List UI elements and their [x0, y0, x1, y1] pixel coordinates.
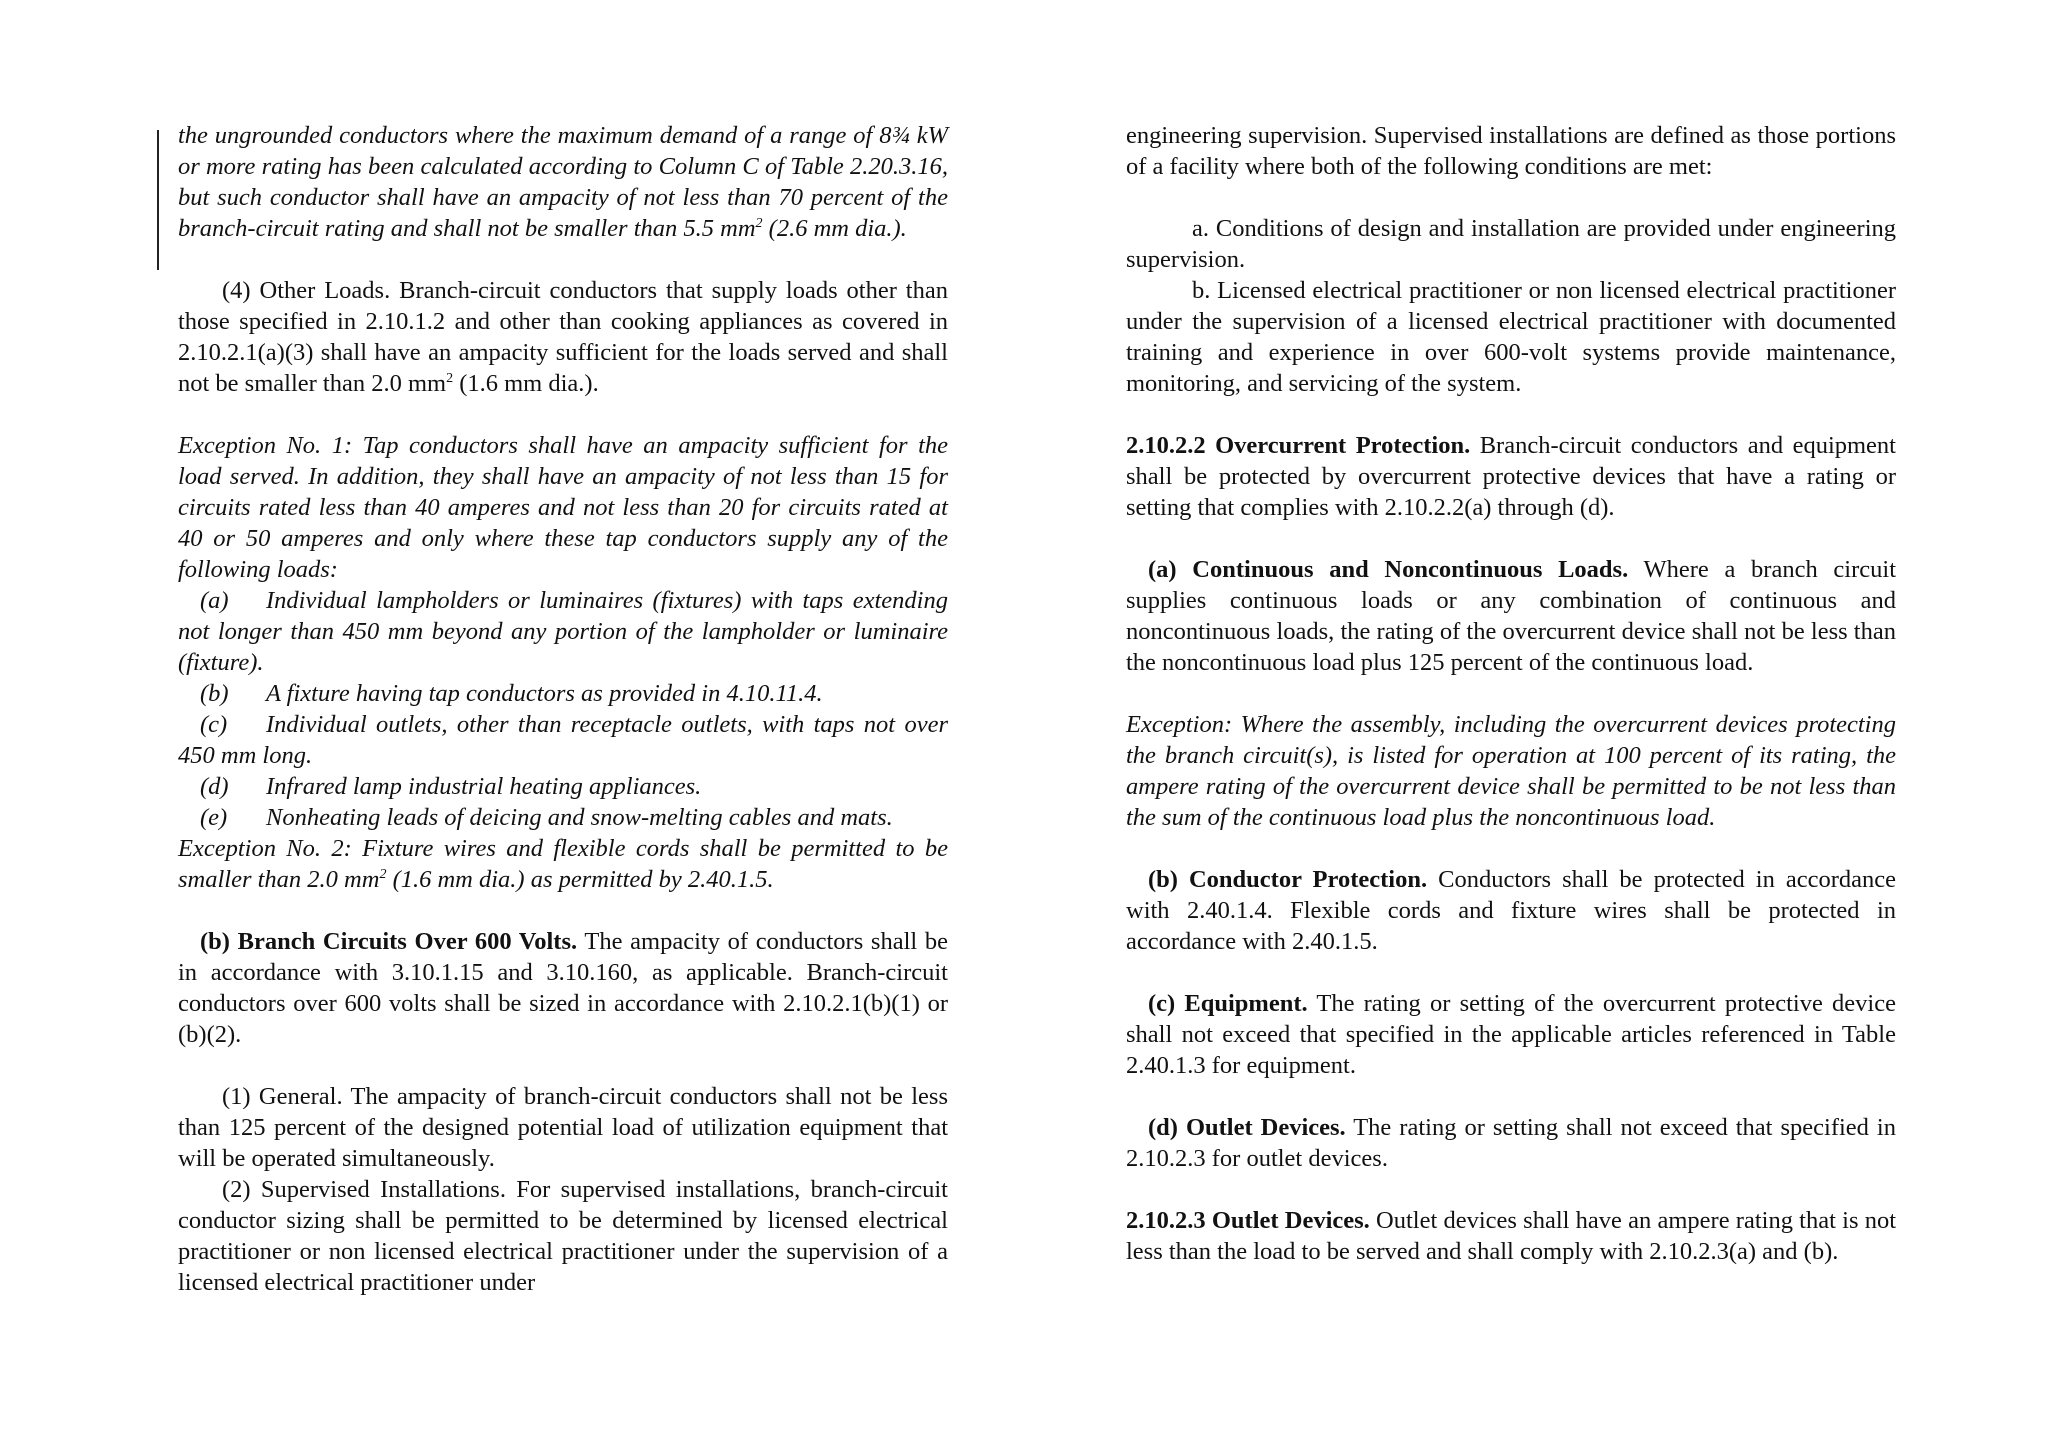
- list-item: [178, 678, 948, 709]
- list-item-text: Individual outlets, other than receptacle outlets, with taps not over 450 mm long.: [178, 711, 948, 769]
- engineering-supervision-paragraph: engineering supervision. Supervised installations are defined as those portions of a facility where both of the following conditions are met:: [1126, 122, 1896, 180]
- outlet-devices-paragraph: [1126, 1112, 1896, 1174]
- general-paragraph: (1) General. The ampacity of branch-circuit conductors shall not be less than 125 percent of the designed potential load of utilization equipment that will be operated simultaneously.: [178, 1083, 948, 1172]
- section-heading: (b) Conductor Protection.: [1148, 866, 1428, 893]
- exception-1-list: [178, 585, 948, 833]
- section-heading: (d) Outlet Devices.: [1148, 1114, 1346, 1141]
- paragraph-text: Conductors shall be protected in accordance with 2.40.1.4. Flexible cords and fixture wires shall be protected in accordance with 2.40.1.5.: [1126, 866, 1897, 955]
- section-heading: 2.10.2.3 Outlet Devices.: [1126, 1207, 1370, 1234]
- continuous-loads-paragraph: [1126, 554, 1896, 678]
- list-item-text: A fixture having tap conductors as provided in 4.10.11.4.: [266, 680, 823, 707]
- conductor-protection-paragraph: [1126, 864, 1896, 957]
- list-item-letter: (c): [200, 711, 228, 738]
- right-column: [1126, 120, 1896, 1267]
- paragraph-text-tail: (2.6 mm dia.).: [762, 215, 907, 242]
- list-item-text: Individual lampholders or luminaires (fixtures) with taps extending not longer than 450 mm beyond any portion of the lampholder or luminaire (fixture).: [178, 587, 948, 676]
- overcurrent-protection-paragraph: [1126, 430, 1896, 523]
- section-heading: (a) Continuous and Noncontinuous Loads.: [1148, 556, 1629, 583]
- list-item: [178, 802, 948, 833]
- list-item: [178, 585, 948, 678]
- paragraph-text: Exception No. 2: Fixture wires and flexible cords shall be permitted to be smaller than 2.0 mm: [178, 835, 948, 893]
- list-item-letter: (e): [200, 804, 228, 831]
- exception-paragraph: Exception: Where the assembly, including the overcurrent devices protecting the branch circuit(s), is listed for operation at 100 percent of its rating, the ampere rating of the overcurrent device shall be permitted to be not less than the sum of the continuous load plus the noncontinuous load.: [1126, 711, 1896, 831]
- left-column: [178, 120, 948, 1298]
- list-item-letter: (b): [200, 680, 229, 707]
- equipment-paragraph: [1126, 988, 1896, 1081]
- paragraph-text: The ampacity of conductors shall be in accordance with 3.10.1.15 and 3.10.160, as applicable. Branch-circuit conductors over 600 volts shall be sized in accordance with 2.10.2.1(b)(1) or (b)(2).: [178, 928, 948, 1048]
- superscript: 2: [446, 371, 454, 386]
- condition-b-paragraph: b. Licensed electrical practitioner or non licensed electrical practitioner under the supervision of a licensed electrical practitioner with documented training and experience in over 600-volt systems provide maintenance, monitoring, and servicing of the system.: [1126, 277, 1896, 397]
- list-item-text: Nonheating leads of deicing and snow-melting cables and mats.: [266, 804, 893, 831]
- list-item-text: Infrared lamp industrial heating appliances.: [266, 773, 702, 800]
- section-heading: (b) Branch Circuits Over 600 Volts.: [200, 928, 578, 955]
- list-item-letter: (d): [200, 773, 229, 800]
- exception-2-paragraph: [178, 833, 948, 895]
- revision-change-bar: [157, 130, 159, 270]
- paragraph-text: the ungrounded conductors where the maximum demand of a range of 8¾ kW or more rating has been calculated according to Column C of Table 2.20.3.16, but such conductor shall have an ampacity of not less than 70 percent of the branch-circuit rating and shall not be smaller than 5.5 mm: [178, 122, 948, 242]
- paragraph-text: Branch-circuit conductors and equipment shall be protected by overcurrent protective devices that have a rating or setting that complies with 2.10.2.2(a) through (d).: [1126, 432, 1896, 521]
- superscript: 2: [755, 216, 763, 231]
- paragraph-text: The rating or setting of the overcurrent protective device shall not exceed that specified in the applicable articles referenced in Table 2.40.1.3 for equipment.: [1126, 990, 1896, 1079]
- paragraph-text-tail: (1.6 mm dia.).: [453, 370, 599, 397]
- paragraph-text: Where a branch circuit supplies continuous loads or any combination of continuous and noncontinuous loads, the rating of the overcurrent device shall not be less than the noncontinuous load plus 125 percent of the continuous load.: [1126, 556, 1897, 676]
- exception-1-paragraph: Exception No. 1: Tap conductors shall have an ampacity sufficient for the load served. In addition, they shall have an ampacity of not less than 15 for circuits rated less than 40 amperes and not less than 20 for circuits rated at 40 or 50 amperes and only where these tap conductors supply any of the following loads:: [178, 432, 948, 583]
- paragraph-text: (4) Other Loads. Branch-circuit conductors that supply loads other than those specified in 2.10.1.2 and other than cooking appliances as covered in 2.10.2.1(a)(3) shall have an ampacity sufficient for the loads served and shall not be smaller than 2.0 mm: [178, 277, 948, 397]
- paragraph-text: Outlet devices shall have an ampere rating that is not less than the load to be served and shall comply with 2.10.2.3(a) and (b).: [1126, 1207, 1897, 1265]
- supervised-installations-paragraph: (2) Supervised Installations. For supervised installations, branch-circuit conductor sizing shall be permitted to be determined by licensed electrical practitioner or non licensed electrical practitioner under the supervision of a licensed electrical practitioner under: [178, 1176, 948, 1296]
- other-loads-paragraph: [178, 275, 948, 399]
- list-item-letter: (a): [200, 587, 229, 614]
- list-item: [178, 709, 948, 771]
- section-heading: 2.10.2.2 Overcurrent Protection.: [1126, 432, 1471, 459]
- list-item: [178, 771, 948, 802]
- paragraph-text: The rating or setting shall not exceed that specified in 2.10.2.3 for outlet devices.: [1126, 1114, 1896, 1172]
- paragraph-text-tail: (1.6 mm dia.) as permitted by 2.40.1.5.: [386, 866, 774, 893]
- superscript: 2: [379, 867, 387, 882]
- outlet-devices-section-paragraph: [1126, 1205, 1896, 1267]
- section-heading: (c) Equipment.: [1148, 990, 1308, 1017]
- condition-a-paragraph: a. Conditions of design and installation are provided under engineering supervision.: [1126, 215, 1896, 273]
- branch-circuits-over-600v-paragraph: [178, 926, 948, 1050]
- range-conductor-paragraph: [178, 120, 948, 244]
